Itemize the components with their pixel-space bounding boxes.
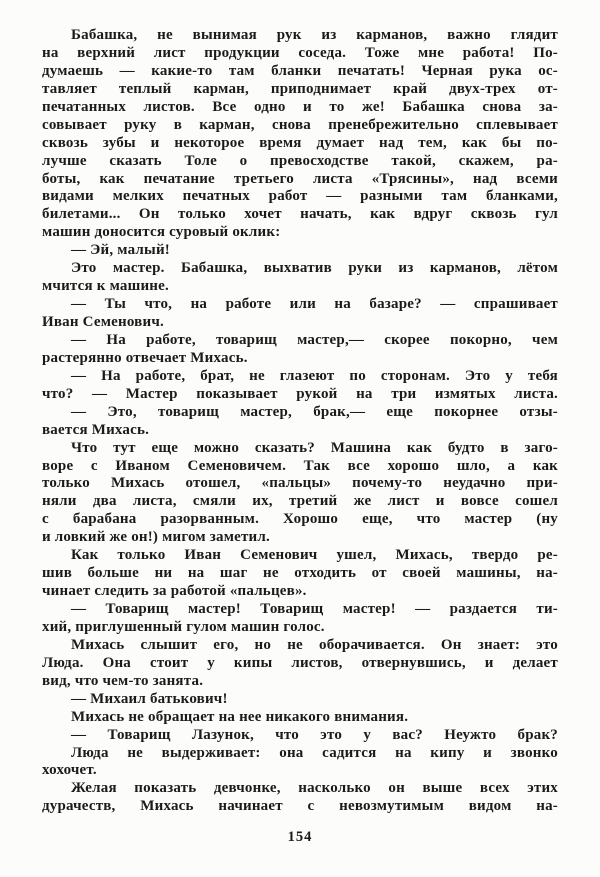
text-line: лучше сказать Толе о превосходстве такой, скажем, ра- bbox=[42, 152, 558, 169]
text-line: Михась не обращает на нее никакого внимания. bbox=[71, 708, 409, 725]
text-line: и ловкий же он!) мигом заметил. bbox=[42, 529, 270, 546]
text-line: думаешь — какие-то там бланки печатать! Черная рука ос- bbox=[42, 62, 558, 79]
text-line: Это мастер. Бабашка, выхватив руки из карманов, лётом bbox=[71, 260, 558, 277]
text-line: машин доносится суровый оклик: bbox=[42, 224, 281, 241]
text-line: — На работе, брат, не глазеют по сторонам. Это у тебя bbox=[71, 367, 558, 384]
text-line: Люда. Она стоит у кипы листов, отвернувшись, и делает bbox=[42, 654, 558, 671]
text-line: только Михась отошел, «пальцы» почему-то неудачно при- bbox=[42, 475, 558, 492]
text-line: шив больше ни на шаг не отходить от своей машины, на- bbox=[42, 565, 558, 582]
text-line: Михась слышит его, но не оборачивается. Он знает: это bbox=[71, 636, 558, 653]
text-line: видами мелких печатных работ — разными там бланками, bbox=[42, 188, 558, 205]
text-line: Иван Семенович. bbox=[42, 314, 164, 330]
text-line: вается Михась. bbox=[42, 421, 150, 438]
text-line: — Товарищ мастер! Товарищ мастер! — раздается ти- bbox=[71, 601, 558, 617]
page-text-block bbox=[42, 27, 558, 816]
text-line: Желая показать девчонке, насколько он выше всех этих bbox=[71, 780, 558, 797]
text-line: с барабана разорванным. Хорошо еще, что мастер (ну bbox=[42, 511, 558, 528]
text-line: хохочет. bbox=[42, 762, 97, 779]
text-line: Что тут еще можно сказать? Машина как будто в заго- bbox=[71, 439, 558, 456]
text-line: тавляет теплый карман, приподнимает край двух-трех от- bbox=[42, 80, 558, 97]
text-line: растерянно отвечает Михась. bbox=[42, 349, 248, 366]
text-line: — Ты что, на работе или на базаре? — спрашивает bbox=[71, 296, 558, 313]
text-line: чинает следить за работой «пальцев». bbox=[42, 583, 307, 600]
text-line: дурачеств, Михась начинает с невозмутимым видом на- bbox=[42, 798, 558, 815]
text-line: Люда не выдерживает: она садится на кипу и звонко bbox=[71, 744, 558, 761]
text-line: няли два листа, смяли их, третий же лист и вовсе сошел bbox=[42, 493, 558, 510]
text-line: вид, что чем-то занята. bbox=[42, 672, 204, 689]
text-line: — Эй, малый! bbox=[71, 242, 170, 259]
text-line: что? — Мастер показывает рукой на три измятых листа. bbox=[42, 385, 558, 402]
text-line: — Это, товарищ мастер, брак,— еще покорнее отзы- bbox=[71, 403, 558, 420]
text-line: Бабашка, не вынимая рук из карманов, важно глядит bbox=[71, 27, 558, 43]
text-line: билетами... Он только хочет начать, как вдруг сквозь гул bbox=[42, 206, 558, 223]
text-line: сквозь зубы и некоторое время думает над тем, как бы по- bbox=[42, 134, 558, 151]
text-line: воре с Иваном Семеновичем. Так все хорошо шло, а как bbox=[42, 457, 558, 474]
text-line: совывает руку в карман, снова пренебрежительно сплевывает bbox=[42, 116, 558, 133]
text-line: печатанных листов. Все одно и то же! Бабашка снова за- bbox=[42, 98, 558, 115]
text-line: мчится к машине. bbox=[42, 278, 169, 295]
text-line: Как только Иван Семенович ушел, Михась, твердо ре- bbox=[71, 547, 558, 564]
text-line: — Михаил батькович! bbox=[71, 690, 228, 707]
text-line: хий, приглушенный гулом машин голос. bbox=[42, 618, 325, 635]
page-number: 154 bbox=[287, 829, 313, 845]
text-line: боты, как печатание третьего листа «Трясины», над всеми bbox=[42, 170, 558, 187]
text-line: — На работе, товарищ мастер,— скорее покорно, чем bbox=[71, 331, 558, 348]
text-line: на верхний лист продукции соседа. Тоже мне работа! По- bbox=[42, 44, 558, 61]
text-line: — Товарищ Лазунок, что это у вас? Неужто брак? bbox=[71, 726, 558, 743]
